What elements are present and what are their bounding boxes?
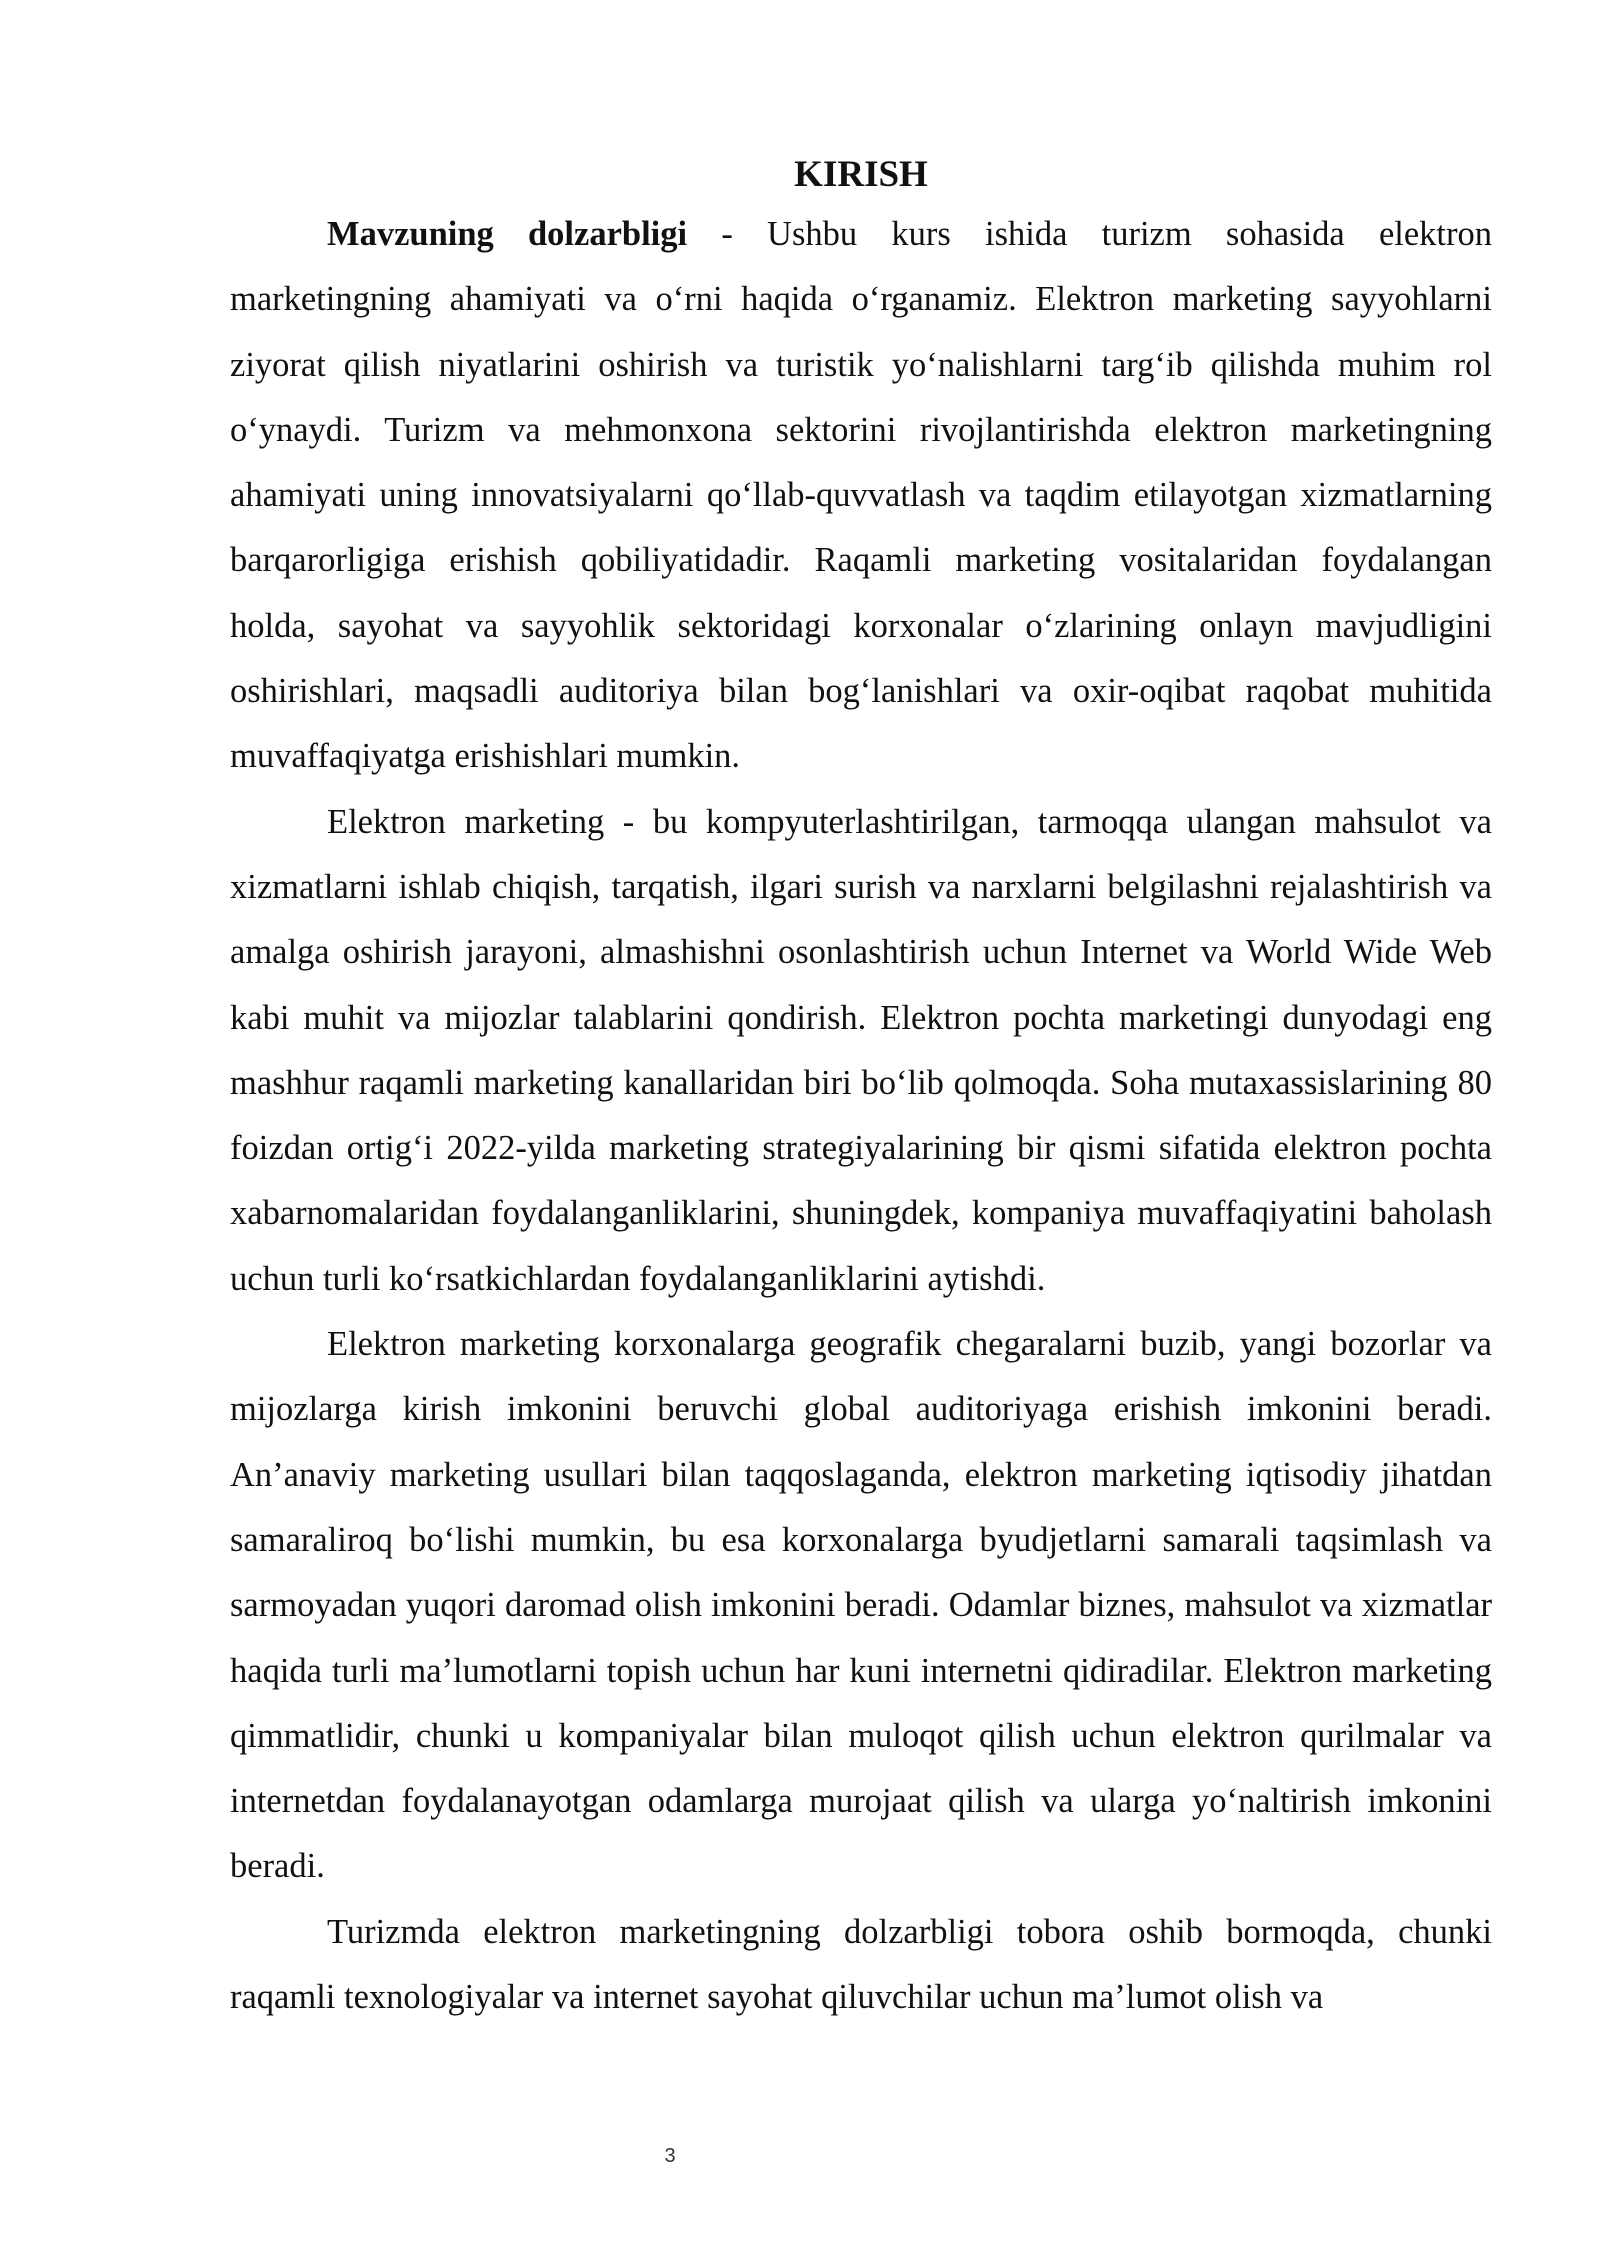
page-content [230,148,1492,2030]
page-number: 3 [664,2145,676,2167]
paragraph-global-reach: Elektron marketing korxonalarga geografik chegaralarni buzib, yangi bozorlar va mijozlarga kirish imkonini beruvchi global auditoriyaga erishish imkonini beradi. An’anaviy marketing usullari bilan taqqoslaganda, elektron marketing iqtisodiy jihatdan samaraliroq bo‘lishi mumkin, bu esa korxonalarga byudjetlarni samarali taqsimlash va sarmoyadan yuqori daromad olish imkonini beradi. Odamlar biznes, mahsulot va xizmatlar haqida turli ma’lumotlarni topish uchun har kuni internetni qidiradilar. Elektron marketing qimmatlidir, chunki u kompaniyalar bilan muloqot qilish uchun elektron qurilmalar va internetdan foydalanayotgan odamlarga murojaat qilish va ularga yo‘naltirish imkonini beradi. [230,1325,1492,1886]
paragraph-relevance [230,202,1492,790]
paragraph-definition: Elektron marketing - bu kompyuterlashtirilgan, tarmoqqa ulangan mahsulot va xizmatlarni ishlab chiqish, tarqatish, ilgari surish va narxlarni belgilashni rejalashtirish va amalga oshirish jarayoni, almashishni osonlashtirish uchun Internet va World Wide Web kabi muhit va mijozlar talablarini qondirish. Elektron pochta marketingi dunyodagi eng mashhur raqamli marketing kanallaridan biri bo‘lib qolmoqda. Soha mutaxassislarining 80 foizdan ortig‘i 2022-yilda marketing strategiyalarining bir qismi sifatida elektron pochta xabarnomalaridan foydalanganliklarini, shuningdek, kompaniya muvaffaqiyatini baholash uchun turli ko‘rsatkichlardan foydalanganliklarini aytishdi. [230,802,1492,1298]
paragraph-lead-term: Mavzuning dolzarbligi [327,215,688,253]
section-heading: KIRISH [794,154,928,195]
paragraph-text: - Ushbu kurs ishida turizm sohasida elektron marketingning ahamiyati va o‘rni haqida o‘rganamiz. Elektron marketing sayyohlarni ziyorat qilish niyatlarini oshirish va turistik yo‘nalishlarni targ‘ib qilishda muhim rol o‘ynaydi. Turizm va mehmonxona sektorini rivojlantirishda elektron marketingning ahamiyati uning innovatsiyalarni qo‘llab-quvvatlash va taqdim etilayotgan xizmatlarning barqarorligiga erishish qobiliyatidadir. Raqamli marketing vositalaridan foydalangan holda, sayohat va sayyohlik sektoridagi korxonalar o‘zlarining onlayn mavjudligini oshirishlari, maqsadli auditoriya bilan bog‘lanishlari va oxir-oqibat raqobat muhitida muvaffaqiyatga erishishlari mumkin. [230,215,1492,776]
paragraph-tourism: Turizmda elektron marketingning dolzarbligi tobora oshib bormoqda, chunki raqamli texnologiyalar va internet sayohat qiluvchilar uchun ma’lumot olish va [230,1912,1492,2017]
